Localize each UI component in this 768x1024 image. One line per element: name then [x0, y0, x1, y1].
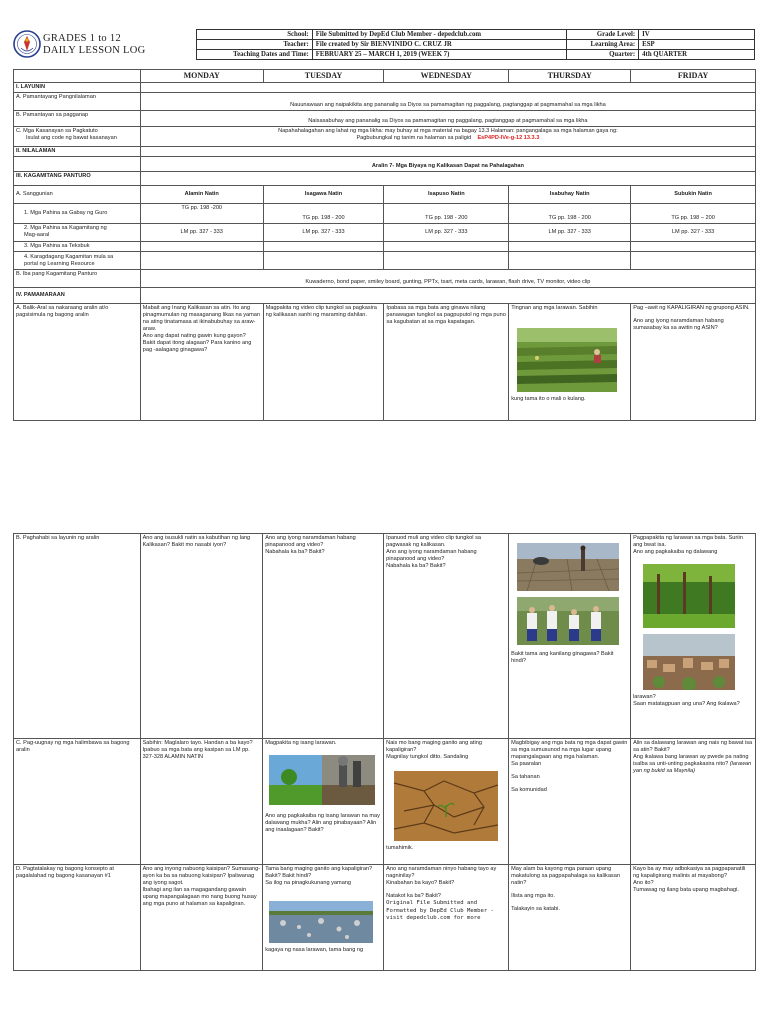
pag-uugnay-tue	[263, 739, 384, 865]
sanggunian-mon: Alamin Natin	[140, 186, 263, 204]
pagtatalakay-thu-1: May alam ba kayong mga paraan upang makatulong sa pagpapahalaga sa kalikasan natin?	[511, 866, 620, 886]
pag-uugnay-wed-3: tumahimik.	[386, 845, 414, 851]
area-value: ESP	[639, 40, 755, 50]
quarter-value: 4th QUARTER	[639, 50, 755, 60]
lesson-log-table-1	[13, 69, 756, 421]
pag-uugnay-thu-2: Sa paaralan	[511, 761, 542, 767]
label-kasanayan	[14, 127, 141, 147]
section-nilalaman: II. NILALAMAN	[14, 147, 141, 157]
balik-aral-mon-1: Mabait ang Inang Kalikasan sa atin. Ito ang pinagmumulan ng masaganang likas na yaman na ating tinatamasa at ikinabubuhay sa araw-araw.	[142, 305, 261, 332]
balik-aral-thu	[509, 304, 631, 421]
pagtatalakay-fri-3: Tumawag ng ilang bata upang magbahagi.	[633, 887, 739, 893]
aralin-title: Aralin 7- Mga Biyaya ng Kalikasan Dapat na Pahalagahan	[140, 157, 755, 172]
pagtatalakay-thu	[509, 865, 631, 971]
pagtatalakay-fri-1: Kayo ba ay may adbokasiya sa pagpapanatili ng kapaligirang malinis at mayabong?	[633, 866, 746, 879]
karagdagang-line-2: portal ng Learning Resource	[24, 261, 95, 267]
paghahabi-fri-2: Ano ang pagkakaiba ng dalawang	[633, 549, 718, 555]
magaaral-line-1: 2. Mga Pahina sa Kagamitang ng	[24, 225, 107, 231]
school-label: School:	[197, 30, 313, 40]
magaaral-thu: LM pp. 327 - 333	[509, 224, 631, 242]
guro-mon: TG pp. 198 -200	[140, 204, 263, 224]
pag-uugnay-fri-3: (larawan yan ng bukid sa Maynila)	[633, 761, 752, 774]
text-kasanayan	[140, 127, 755, 147]
magaaral-tue: LM pp. 327 - 333	[263, 224, 384, 242]
pag-uugnay-tue-1: Magpakita ng isang larawan.	[265, 740, 337, 746]
paghahabi-wed-1: Ipanuod muli ang video clip tungkol sa pagwasak ng kalikasan.	[386, 535, 482, 548]
pagtatalakay-wed-1: Ano ang naramdaman ninyo habang tayo ay nagninilay?	[386, 866, 497, 879]
guro-tue: TG pp. 198 - 200	[263, 204, 384, 224]
paghahabi-fri	[631, 534, 756, 739]
balik-aral-fri-2: Ano ang iyong naramdaman habang sumasabay ka sa awitin ng ASIN?	[633, 318, 724, 331]
guro-wed: TG pp. 198 - 200	[384, 204, 509, 224]
day-thursday: THURSDAY	[509, 70, 631, 83]
pag-uugnay-wed	[384, 739, 509, 865]
pag-uugnay-wed-2: Magnilay tungkol ditto. Sandaling	[386, 754, 469, 760]
balik-aral-mon-2: Ano ang dapat nating gawin kung gayon?	[142, 333, 246, 339]
pag-uugnay-tue-2: Ano ang pagkakaiba ng isang larawan na may dalawang mukha? Alin ang pinabayaan? Alin ang inaalagaan? Bakit?	[265, 813, 380, 833]
label-teksbuk: 3. Mga Pahina sa Teksbuk	[14, 242, 141, 252]
pag-uugnay-fri-2: Ang ikalawa bang larawan ay pwede pa nating isalba sa unti-unting pagkakasira nito?	[633, 754, 749, 767]
teacher-label: Teacher:	[197, 40, 313, 50]
pagtatalakay-mon	[140, 865, 263, 971]
sanggunian-wed: Isapuso Natin	[384, 186, 509, 204]
pagtatalakay-mon-1: Ano ang inyong nabuong kaisipan? Sumasang-ayon ka ba sa nabuong kaisipan? Ipaliwanag ang iyong sagot.	[142, 866, 261, 886]
document-title	[43, 33, 146, 56]
pag-uugnay-mon: Sabihin: Maglalaro tayo. Handan a ba kayo? Ipabuo sa mga bata ang kasipan sa LM pp. 327-328 ALAMIN NATIN	[140, 739, 263, 865]
label-kagamitan-magaaral	[14, 224, 141, 242]
volunteers-photo	[517, 597, 619, 645]
paghahabi-wed	[384, 534, 509, 739]
cracked-earth-photo	[394, 771, 498, 841]
blank-corner	[14, 70, 141, 83]
label-pamantayang-pangnilalaman: A. Pamantayang Pangnilalaman	[14, 93, 141, 111]
forest-photo	[643, 564, 735, 628]
kasanayan-code: EsP4PD-IVe-g-12 13.3.3	[477, 135, 540, 141]
label-gabay-guro: 1. Mga Pahina sa Gabay ng Guro	[14, 204, 141, 224]
pag-uugnay-thu	[509, 739, 631, 865]
paghahabi-tue-1: Ano ang iyong naramdaman habang pinapanood ang video?	[265, 535, 356, 548]
pagtatalakay-tue-1: Tama bang maging ganito ang kapaligiran? Bakit? Bakit hindi?	[265, 866, 373, 879]
pag-uugnay-fri-1: Alin sa dalawang larawan ang nais ng bawat isa sa atin? Bakit?	[633, 740, 753, 753]
day-wednesday: WEDNESDAY	[384, 70, 509, 83]
balik-aral-mon	[140, 304, 263, 421]
label-paghahabi: B. Paghahabi sa layunin ng aralin	[14, 534, 141, 739]
watermark-note: Original File Submitted and Formatted by DepEd Club Member - visit depedclub.com for more	[386, 900, 494, 921]
kasanayan-line-2: Pagbubungkal ng tanim na halaman sa paligid	[356, 135, 472, 141]
paghahabi-fri-1: Pagpapakita ng larawan sa mga bata. Suriin ang bwat isa.	[633, 535, 743, 548]
title-line-2: DAILY LESSON LOG	[43, 44, 146, 56]
pag-uugnay-thu-3: Sa tahanan	[511, 774, 540, 780]
balik-aral-thu-2: kung tama ito o mali o kulang.	[511, 396, 586, 402]
kasanayan-line-1: Napahahalagahan ang lahat ng mga likha: may buhay at mga material na bagay 13.3 Halaman: pangangalaga sa mga halaman gaya ng:	[278, 128, 618, 134]
karagdagang-line-1: 4. Karagdagang Kagamitan mula sa	[24, 254, 114, 260]
pagtatalakay-tue-2: Sa ilog na pinagkukunang yamang	[265, 880, 352, 886]
header	[13, 29, 755, 60]
dry-field-photo	[517, 543, 619, 591]
quarter-label: Quarter:	[567, 50, 639, 60]
label-iba-pang-kagamitan: B. Iba pang Kagamitang Panturo	[14, 270, 141, 288]
pagtatalakay-tue-3: kagaya ng nasa larawan, tama bang ng	[265, 947, 364, 953]
day-friday: FRIDAY	[631, 70, 756, 83]
pag-uugnay-thu-1: Magbibigay ang mga bata ng mga dapat gawin sa mga sumusunod na mga lugar upang mapangalagaan ang mga halaman.	[511, 740, 628, 760]
magaaral-fri: LM pp. 327 - 333	[631, 224, 756, 242]
balik-aral-tue: Magpakita ng video clip tungkol sa pagkasira ng kalikasan sanhi ng maraming dahilan.	[263, 304, 384, 421]
balik-aral-fri-1: Pag –awit ng KAPALIGIRAN ng grupong ASIN.	[633, 305, 750, 311]
text-pamantayang-pangnilalaman: Nauunawaan ang naipakikita ang pananalig sa Diyos sa pamamagitan ng paggalang, pagtanggap at pagmamahal sa mga likha	[140, 93, 755, 111]
day-tuesday: TUESDAY	[263, 70, 384, 83]
pagtatalakay-thu-3: Talakayin sa katabi.	[511, 906, 560, 912]
balik-aral-thu-1: Tingnan ang mga larawan. Sabihin	[511, 305, 598, 311]
title-line-1: GRADES 1 to 12	[43, 33, 121, 44]
section-kagamitan: III. KAGAMITANG PANTURO	[14, 172, 141, 186]
paghahabi-wed-3: Nabahala ka ba? Bakit?	[386, 563, 446, 569]
label-sanggunian: A. Sanggunian	[14, 186, 141, 204]
label-karagdagang-kagamitan	[14, 252, 141, 270]
teacher-value: File created by Sir BIENVINIDO C. CRUZ JR	[312, 40, 566, 50]
sanggunian-thu: Isabuhay Natin	[509, 186, 631, 204]
magaaral-line-2: Mag-aaral	[24, 232, 50, 238]
section-pamamaraan: IV. PAMAMARAAN	[14, 288, 141, 304]
magaaral-wed: LM pp. 327 - 333	[384, 224, 509, 242]
label-kasanayan-line-2: Isulat ang code ng bawat kasanayan	[26, 135, 117, 141]
dates-value: FEBRUARY 25 – MARCH 1, 2019 (WEEK 7)	[312, 50, 566, 60]
pagtatalakay-fri	[631, 865, 756, 971]
deped-seal-icon	[13, 29, 41, 59]
label-pag-uugnay: C. Pag-uugnay ng mga halimbawa sa bagong aralin	[14, 739, 141, 865]
dates-label: Teaching Dates and Time:	[197, 50, 313, 60]
pag-uugnay-wed-1: Nais mo bang maging ganito ang ating kapaligiran?	[386, 740, 482, 753]
pagtatalakay-wed-3: Natakot ka ba? Bakit?	[386, 893, 441, 899]
pag-uugnay-fri	[631, 739, 756, 865]
school-value: File Submitted by DepEd Club Member - depedclub.com	[312, 30, 566, 40]
pagtatalakay-mon-2: Ibahagi ang ilan sa magagandang gawain upang mapangalagaan mo nang buong husay ang mga puno at halaman sa kapaligiran.	[142, 887, 257, 907]
paghahabi-thu-1: Bakit tama ang kanilang ginagawa? Bakit hindi?	[511, 651, 614, 664]
area-label: Learning Area:	[567, 40, 639, 50]
magaaral-mon: LM pp. 327 - 333	[140, 224, 263, 242]
lesson-log-table-2	[13, 533, 756, 971]
paghahabi-tue	[263, 534, 384, 739]
paghahabi-fri-4: Saan matatagpuan ang una? Ang ikalawa?	[633, 701, 740, 707]
pagtatalakay-wed-2: Kinabahan ba kayo? Bakit?	[386, 880, 455, 886]
sanggunian-fri: Subukin Natin	[631, 186, 756, 204]
pagtatalakay-wed	[384, 865, 509, 971]
label-pagtatalakay: D. Pagtatalakay ng bagong konsepto at pagalalahad ng bagong kasanayan #1	[14, 865, 141, 971]
garden-photo	[517, 328, 617, 392]
paghahabi-wed-2: Ano ang iyong naramdaman habang pinapanood ang video?	[386, 549, 477, 562]
guro-fri: TG pp. 198 – 200	[631, 204, 756, 224]
pag-uugnay-thu-4: Sa komunidad	[511, 787, 547, 793]
city-photo	[643, 634, 735, 690]
balik-aral-fri	[631, 304, 756, 421]
guro-thu: TG pp. 198 - 200	[509, 204, 631, 224]
section-layunin: I. LAYUNIN	[14, 83, 141, 93]
pagtatalakay-tue	[263, 865, 384, 971]
day-header-row	[14, 70, 756, 83]
balik-aral-mon-3: Bakit dapat itong alagaan? Para kanino ang pag -aalagang ginagawa?	[142, 340, 252, 353]
paghahabi-thu	[509, 534, 631, 739]
text-pamantayan-sa-pagganap: Naisasabuhay ang pananalig sa Diyos sa pamamagitan ng paggalang, pagtanggap at pagmamahal sa mga likha	[140, 111, 755, 127]
split-environment-photo	[269, 755, 375, 805]
label-pamantayan-sa-pagganap: B. Pamantayan sa pagganap	[14, 111, 141, 127]
paghahabi-mon: Ano ang isusukli natin sa kabutihan ng lang Kalikasan? Bakit mo nasabi iyon?	[140, 534, 263, 739]
paghahabi-fri-3: larawan?	[633, 694, 656, 700]
label-kasanayan-line-1: C. Mga Kasanayan sa Pagkatuto	[16, 128, 98, 134]
grade-value: IV	[639, 30, 755, 40]
pagtatalakay-fri-2: Ano ito?	[633, 880, 654, 886]
label-balik-aral: A. Balik-Aral sa nakaraang aralin at/o pagsisimula ng bagong aralin	[14, 304, 141, 421]
pagtatalakay-thu-2: Ilista ang mga ito.	[511, 893, 555, 899]
sanggunian-tue: Isagawa Natin	[263, 186, 384, 204]
grade-label: Grade Level:	[567, 30, 639, 40]
text-iba-pang-kagamitan: Kuwaderno, bond paper, smiley board, gunting, PPTx, tsart, meta cards, larawan, flash drive, TV monitor, video clip	[140, 270, 755, 288]
paghahabi-tue-2: Nabahala ka ba? Bakit?	[265, 549, 325, 555]
polluted-river-photo	[269, 901, 373, 943]
header-info-table	[196, 29, 755, 60]
balik-aral-wed: Ipabasa sa mga bata ang ginawa nilang panawagan tungkol sa pagpuputol ng mga puno sa kagubatan at sa mga kapatagan.	[384, 304, 509, 421]
day-monday: MONDAY	[140, 70, 263, 83]
